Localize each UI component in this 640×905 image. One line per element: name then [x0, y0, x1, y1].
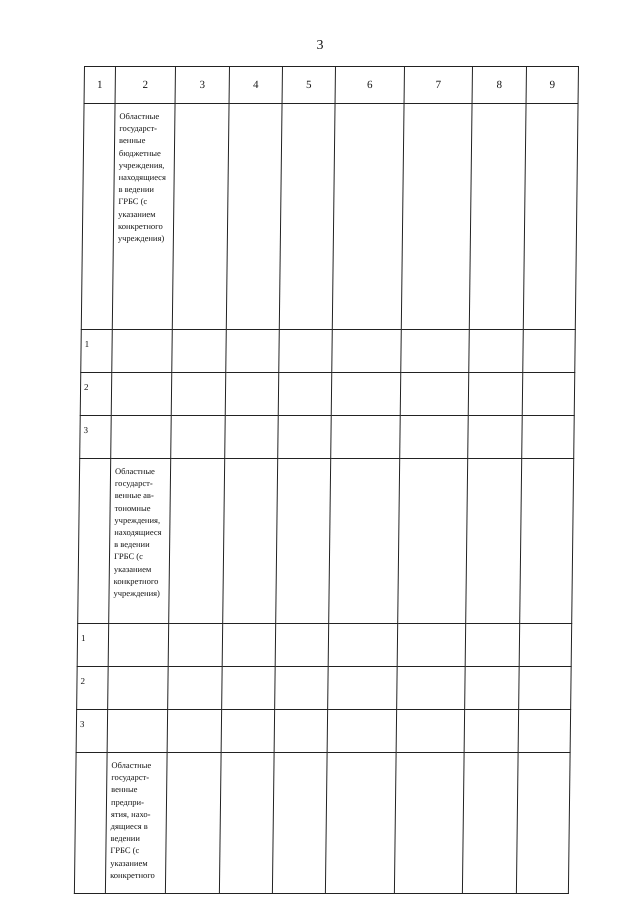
empty-cell [223, 459, 278, 624]
empty-cell [219, 753, 274, 894]
empty-cell [171, 373, 226, 416]
empty-cell [523, 104, 578, 330]
description-line: дящиеся в [110, 821, 148, 832]
empty-cell [468, 416, 523, 459]
description-line: бюджетные [118, 147, 161, 158]
empty-cell [226, 330, 280, 373]
table-row [81, 330, 576, 373]
column-header-2: 2 [115, 67, 175, 104]
empty-cell [78, 459, 111, 624]
empty-cell [279, 104, 335, 330]
description-line: ГРБС (с [110, 845, 140, 856]
empty-cell [329, 459, 400, 624]
empty-cell [108, 624, 169, 667]
empty-cell [168, 624, 223, 667]
description-line: конкретного [110, 869, 155, 880]
empty-cell [107, 710, 168, 753]
table-row [80, 373, 575, 416]
empty-cell [401, 330, 470, 373]
description-line: указанием [113, 563, 152, 574]
empty-cell [519, 667, 572, 710]
empty-cell [328, 667, 398, 710]
row-number: 3 [76, 710, 108, 753]
table-row [77, 624, 572, 667]
empty-cell [331, 373, 401, 416]
description-line: учреждения) [113, 588, 160, 599]
empty-cell [523, 330, 576, 373]
description-line: ГРБС (с [113, 551, 143, 562]
empty-cell [331, 416, 401, 459]
empty-cell [278, 373, 332, 416]
column-header-1: 1 [84, 67, 115, 104]
empty-cell [464, 710, 519, 753]
empty-cell [226, 104, 282, 330]
row-number: 1 [77, 624, 109, 667]
description-line: ГРБС (с [118, 196, 148, 207]
section-description [112, 104, 175, 330]
column-header-9: 9 [526, 67, 578, 104]
empty-cell [332, 104, 404, 330]
empty-cell [516, 753, 570, 894]
section-description [105, 753, 167, 894]
description-line: учреждения, [114, 514, 161, 525]
empty-cell [522, 416, 575, 459]
empty-cell [222, 624, 276, 667]
empty-cell [469, 104, 526, 330]
row-number: 3 [80, 416, 112, 459]
empty-cell [168, 667, 223, 710]
table-row [76, 710, 571, 753]
empty-cell [400, 373, 469, 416]
description-line: в ведении [118, 184, 155, 195]
empty-cell [172, 330, 227, 373]
table-container [74, 66, 578, 880]
empty-cell [465, 667, 520, 710]
description-line: венные [119, 135, 146, 146]
description-line: находящиеся [118, 172, 166, 183]
empty-cell [466, 459, 522, 624]
column-header-3: 3 [175, 67, 229, 104]
description-line: конкретного [113, 575, 159, 586]
description-line: учреждения, [118, 159, 165, 170]
description-line: в ведении [114, 539, 150, 550]
column-header-7: 7 [404, 67, 472, 104]
row-number: 1 [81, 330, 113, 373]
empty-cell [276, 459, 331, 624]
row-number: 2 [80, 373, 112, 416]
description-line: венные ав- [114, 490, 154, 501]
empty-cell [108, 667, 169, 710]
empty-cell [401, 104, 472, 330]
empty-cell [397, 624, 466, 667]
description-line: конкретного [117, 220, 163, 231]
empty-cell [172, 104, 229, 330]
description-line: государст- [114, 478, 153, 489]
description-line: указанием [110, 857, 148, 868]
description-line: находящиеся [114, 527, 162, 538]
description-line: ведении [110, 833, 141, 844]
column-header-8: 8 [472, 67, 526, 104]
section-description [109, 459, 171, 624]
empty-cell [522, 373, 575, 416]
empty-cell [465, 624, 520, 667]
empty-cell [400, 416, 469, 459]
table-row [80, 416, 575, 459]
empty-cell [225, 373, 279, 416]
empty-cell [332, 330, 402, 373]
empty-cell [519, 624, 572, 667]
column-header-4: 4 [229, 67, 282, 104]
empty-cell [169, 459, 225, 624]
description-line: венные [111, 784, 138, 795]
description-line: государст- [111, 772, 150, 783]
empty-cell [81, 104, 115, 330]
empty-cell [462, 753, 518, 894]
row-number: 2 [77, 667, 109, 710]
empty-cell [171, 416, 226, 459]
empty-cell [112, 330, 173, 373]
empty-cell [275, 624, 329, 667]
empty-cell [327, 710, 397, 753]
empty-cell [279, 330, 333, 373]
empty-cell [222, 667, 276, 710]
empty-cell [221, 710, 275, 753]
header-row [84, 67, 578, 104]
section-row-state-enterprises [74, 753, 570, 894]
empty-cell [396, 710, 465, 753]
empty-cell [274, 710, 328, 753]
empty-cell [272, 753, 327, 894]
table-row [77, 667, 572, 710]
empty-cell [518, 710, 571, 753]
empty-cell [325, 753, 396, 894]
description-line: государст- [119, 123, 158, 134]
empty-cell [469, 330, 524, 373]
description-line: Областные [111, 760, 152, 770]
empty-cell [111, 373, 172, 416]
column-header-5: 5 [282, 67, 335, 104]
empty-cell [520, 459, 574, 624]
description-line: учреждения) [117, 233, 165, 244]
empty-cell [397, 667, 466, 710]
empty-cell [74, 753, 107, 894]
empty-cell [167, 710, 222, 753]
description-line: предпри- [110, 796, 145, 807]
empty-cell [328, 624, 398, 667]
description-line: Областные [114, 466, 155, 476]
empty-cell [225, 416, 279, 459]
description-line: тономные [114, 502, 151, 513]
empty-cell [278, 416, 332, 459]
budget-institutions-table [74, 66, 579, 894]
description-line: ятия, нахо- [110, 808, 151, 819]
empty-cell [394, 753, 464, 894]
empty-cell [165, 753, 221, 894]
section-row-autonomous-institutions [78, 459, 574, 624]
empty-cell [111, 416, 172, 459]
description-line: Областные [119, 111, 160, 121]
section-row-budget-institutions [81, 104, 578, 330]
column-header-6: 6 [335, 67, 404, 104]
empty-cell [398, 459, 468, 624]
page-number: 3 [316, 38, 324, 53]
empty-cell [275, 667, 329, 710]
description-line: указанием [118, 208, 156, 219]
empty-cell [468, 373, 523, 416]
